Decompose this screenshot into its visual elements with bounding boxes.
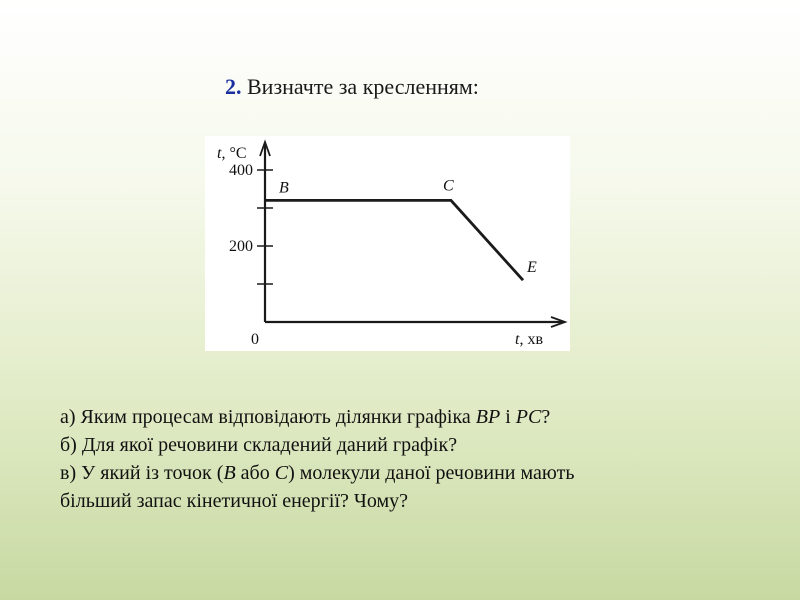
point-label-e: E [527,259,537,277]
origin-label: 0 [251,331,259,348]
temperature-time-chart [205,136,570,351]
questions-block [60,403,780,515]
x-axis-label: t, хв [515,331,544,348]
point-label-b: B [279,179,289,197]
question-c: в) У який із точок (B або C) молекули даної речовини мають [60,462,575,484]
point-label-c: C [443,177,454,195]
slide-title [225,74,479,100]
temperature-series-line [265,200,523,280]
question-c-continued: більший запас кінетичної енергії? Чому? [60,490,409,512]
task-heading: Визначте за кресленням: [247,74,479,99]
question-a: а) Яким процесам відповідають ділянки графіка BP і PC? [60,406,551,428]
task-number: 2. [225,74,242,99]
question-b: б) Для якої речовини складений даний графік? [60,434,458,456]
chart-panel [205,136,570,351]
y-tick-label: 200 [229,238,253,255]
y-tick-label: 400 [229,162,253,179]
y-axis-label: t, °C [217,145,247,162]
